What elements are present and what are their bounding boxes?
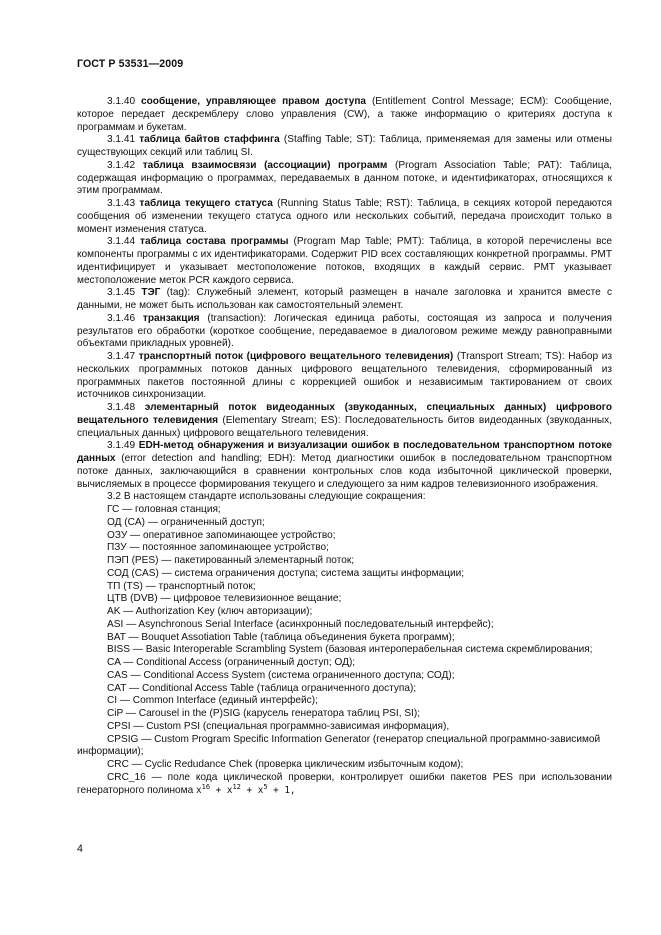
term-number: 3.1.49 — [107, 440, 136, 452]
terms-list — [77, 96, 612, 491]
term-number: 3.1.47 — [107, 351, 136, 362]
crc16-definition — [77, 772, 612, 798]
term-definition — [77, 198, 612, 236]
term-number: 3.1.44 — [107, 236, 136, 248]
term-definition — [77, 287, 612, 313]
document-header: ГОСТ Р 53531—2009 — [77, 58, 184, 70]
term-text: (Program Association Table; PAT): Таблица, содержащая информацию о программах, передаваемых в данном потоке, и идентификаторах, относящихся к этим программам. — [77, 159, 612, 197]
page-number: 4 — [77, 843, 83, 855]
term-number: 3.1.48 — [107, 402, 136, 413]
term-title: элементарный поток видеоданных (звукоданных, специальных данных) цифрового вещательного телевидения — [77, 402, 612, 426]
abbreviation-item: ASI — Asynchronous Serial Interface (асинхронный последовательный интерфейс); — [107, 618, 494, 630]
abbreviation-item: BISS — Basic Interoperable Scrambling System (базовая интероперабельная система скремблирования; — [107, 644, 593, 656]
abbreviation-item: ПЭП (PES) — пакетированный элементарный поток; — [107, 555, 355, 566]
term-text: (transaction): Логическая единица работы, состоящая из запроса и получения результатов его обработки (короткое сообщение, передаваемое в диалоговом режиме между равноправными объектами прикладных уровней). — [77, 312, 612, 350]
term-definition — [77, 134, 612, 160]
term-title: таблица текущего статуса — [139, 198, 273, 209]
term-text: (Entitlement Control Message; ЕСМ): Сообщение, которое передает дескремблеру слово управления (CW), а также информацию о критериях доступа к программам и букетам. — [77, 96, 612, 133]
abbreviation-item: ГС — головная станция; — [107, 504, 221, 515]
term-number: 3.1.46 — [107, 312, 136, 324]
term-text: (Elementary Stream; ES): Последовательность битов видеоданных (звукоданных, специальных данных) цифрового вещательного телевидения. — [77, 414, 613, 439]
term-title: таблица взаимосвязи (ассоциации) программ — [142, 159, 388, 171]
term-title: ТЭГ — [141, 287, 161, 299]
abbreviation-item: CAS — Conditional Access System (система ограниченного доступа; СОД); — [107, 669, 455, 681]
term-title: сообщение, управляющее правом доступа — [141, 96, 367, 107]
term-number: 3.1.41 — [107, 134, 136, 146]
polynomial-formula: $x^{16} + x^{12} + x^5 + 1$, — [196, 782, 296, 796]
term-definition — [77, 96, 612, 134]
abbreviation-item: CiP — Carousel in the (P)SIG (карусель генератора таблиц PSI, SI); — [107, 708, 421, 719]
abbreviation-item: CRC — Cyclic Redudance Chek (проверка циклическим избыточным кодом); — [107, 759, 464, 770]
term-number: 3.1.42 — [107, 159, 136, 171]
term-text: (Program Map Table; PMT): Таблица, в которой перечислены все компоненты программы с их идентификаторами. Содержит PID всех составляющих конкретной программы. PMT идентифицирует и указывает местоположение потоков, входящих в каждый сервис. PMT указывает местоположение меток PCR каждого сервиса. — [77, 236, 612, 286]
abbreviations-intro: 3.2 В настоящем стандарте использованы следующие сокращения: — [107, 491, 426, 503]
term-definition — [77, 236, 612, 287]
term-text: (Transport Stream; TS): Набор из нескольких программных потоков данных цифрового вещательного телевидения, сформированный из программных пакетов постоянной длины с коррекцией ошибок и независимым тактированием от своих источников синхронизации. — [77, 351, 612, 401]
term-title: EDH-метод обнаружения и визуализации ошибок в последовательном транспортном потоке данных — [77, 440, 612, 464]
abbreviation-item: ЦТВ (DVB) — цифровое телевизионное вещание; — [107, 593, 342, 605]
term-definition — [77, 402, 612, 440]
abbreviation-item: AK — Authorization Key (ключ авторизации); — [107, 606, 313, 617]
term-definition — [77, 160, 612, 198]
term-number: 3.1.45 — [107, 287, 136, 299]
abbreviations-list — [77, 504, 612, 772]
term-title: таблица состава программы — [140, 236, 289, 248]
term-definition — [77, 440, 612, 491]
abbreviation-item: ОД (CA) — ограниченный доступ; — [107, 516, 265, 528]
term-text: (Staffing Table; ST): Таблица, применяемая для замены или отмены существующих секций или таблиц SI. — [77, 134, 612, 158]
term-text: (Running Status Table; RST): Таблица, в секциях которой передаются сообщения об изменении текущего статуса одного или нескольких событий, передача происходит только в момент изменения статуса. — [77, 198, 612, 235]
term-definition — [77, 313, 612, 351]
term-title: транзакция — [142, 312, 200, 324]
abbreviation-item: BAT — Bouquet Assotiation Table (таблица объединения букета программ); — [107, 631, 455, 643]
term-number: 3.1.40 — [107, 96, 136, 107]
term-title: таблица байтов стаффинга — [139, 134, 280, 146]
abbreviation-item: CPSI — Custom PSI (специальная программно-зависимая информация), — [107, 720, 450, 732]
term-definition — [77, 351, 612, 402]
abbreviation-item: CAT — Conditional Access Table (таблица ограниченного доступа); — [107, 682, 417, 694]
document-body — [77, 96, 612, 797]
abbreviation-item: CI — Common Interface (единый интерфейс); — [107, 695, 318, 707]
term-text: (tag): Служебный элемент, который размещен в начале заголовка и хранится вместе с данными, не может быть использован как самостоятельный элемент. — [77, 287, 612, 311]
abbreviation-item: CPSIG — Custom Program Specific Information Generator (генератор специальной программно-зависимой информации); — [77, 733, 601, 758]
abbreviation-item: CA — Conditional Access (ограниченный доступ; ОД); — [107, 657, 356, 668]
term-number: 3.1.43 — [107, 198, 136, 209]
term-text: (error detection and handling; EDH): Метод диагностики ошибок в последовательном транспортном потоке данных, заключающийся в сравнении контрольных слов кода избыточной циклической проверки, вычисляемых в процессе формирования текущего и следующего за ним кадров телевизионного изображения. — [77, 453, 612, 490]
abbreviation-item: СОД (CAS) — система ограничения доступа; система защиты информации; — [107, 567, 465, 579]
abbreviation-item: ОЗУ — оперативное запоминающее устройство; — [107, 529, 336, 541]
crc16-text: CRC_16 — поле кода циклической проверки, контролирует ошибки пакетов PES при использовании генераторного полинома — [77, 771, 612, 796]
abbreviation-item: ПЗУ — постоянное запоминающее устройство; — [107, 542, 329, 554]
term-title: транспортный поток (цифрового вещательного телевидения) — [138, 351, 454, 362]
abbreviation-item: ТП (TS) — транспортный поток; — [107, 580, 256, 592]
